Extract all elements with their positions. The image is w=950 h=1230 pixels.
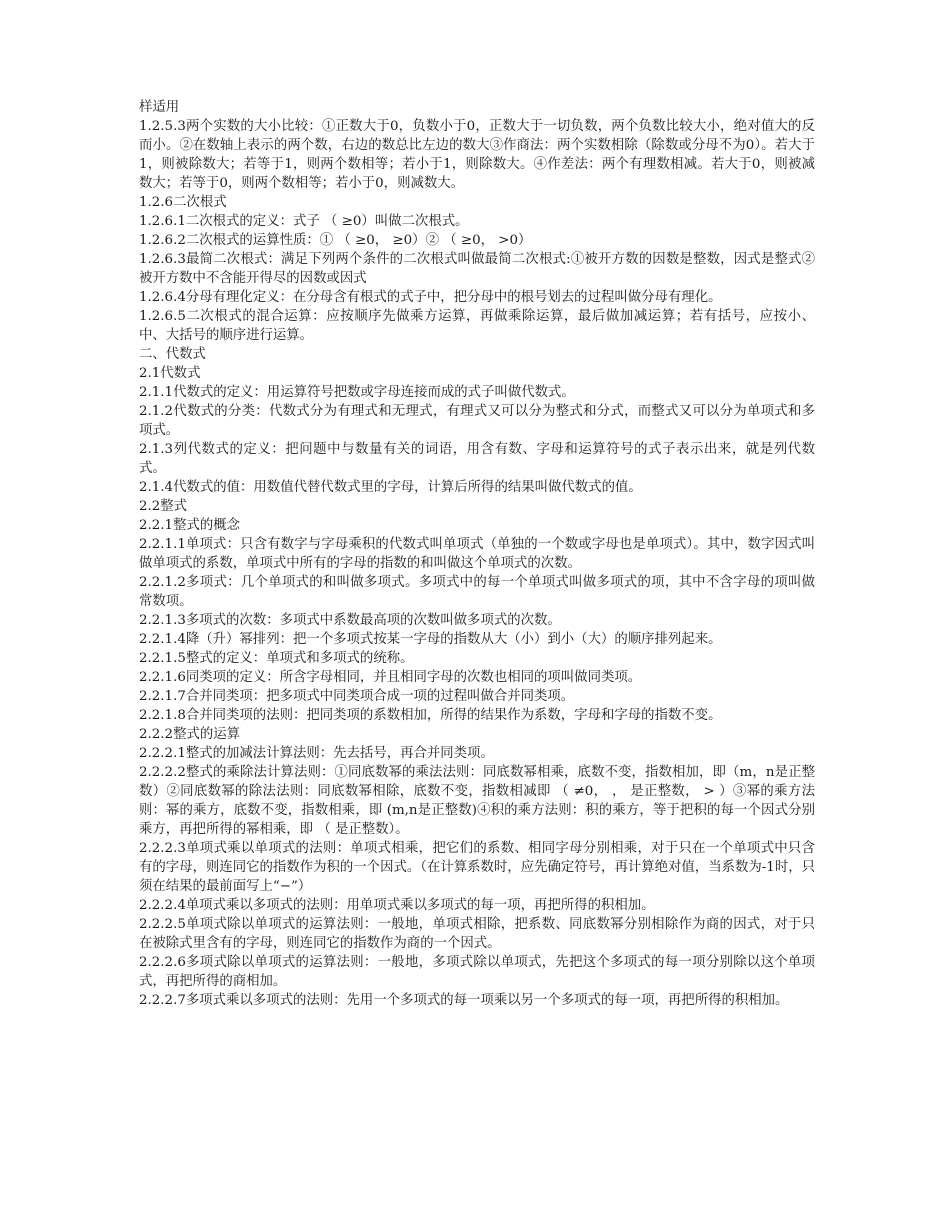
paragraph: 2.2.1.7合并同类项：把多项式中同类项合成一项的过程叫做合并同类项。 <box>139 689 575 704</box>
paragraph: 2.2.1.2多项式：几个单项式的和叫做多项式。多项式中的每一个单项式叫做多项式的项，其中不含字母的项叫做常数项。 <box>139 575 815 609</box>
section-heading: 2.2.2整式的运算 <box>139 727 241 742</box>
paragraph: 2.1.4代数式的值：用数值代替代数式里的字母，计算后所得的结果叫做代数式的值。 <box>139 480 642 495</box>
paragraph: 1.2.6.3最简二次根式：满足下列两个条件的二次根式叫做最简二次根式:①被开方数的因数是整数，因式是整式②被开方数中不含能开得尽的因数或因式 <box>139 252 815 286</box>
paragraph: 1.2.6.5二次根式的混合运算：应按顺序先做乘方运算，再做乘除运算，最后做加减运算；若有括号，应按小、中、大括号的顺序进行运算。 <box>139 309 815 343</box>
paragraph: 1.2.6.4分母有理化定义：在分母含有根式的式子中，把分母中的根号划去的过程叫做分母有理化。 <box>139 290 722 305</box>
paragraph: 2.2.1.1单项式：只含有数字与字母乘积的代数式叫单项式（单独的一个数或字母也是单项式）。其中，数字因式叫做单项式的系数，单项式中所有的字母的指数的和叫做这个单项式的次数。 <box>139 537 815 571</box>
paragraph: 1.2.6.2二次根式的运算性质：① （ ≥0， ≥0）② （ ≥0， >0） <box>139 233 532 248</box>
paragraph: 2.1.2代数式的分类：代数式分为有理式和无理式，有理式又可以分为整式和分式，而整式又可以分为单项式和多项式。 <box>139 404 815 438</box>
paragraph: 2.2.2.1整式的加减法计算法则：先去括号，再合并同类项。 <box>139 746 494 761</box>
paragraph: 2.2.2.5单项式除以单项式的运算法则：一般地，单项式相除，把系数、同底数幂分别相除作为商的因式，对于只在被除式里含有的字母，则连同它的指数作为商的一个因式。 <box>139 917 815 951</box>
section-heading: 2.2.1整式的概念 <box>139 518 241 533</box>
section-heading: 2.1代数式 <box>139 366 201 381</box>
paragraph: 样适用 <box>139 100 180 115</box>
paragraph: 2.2.1.5整式的定义：单项式和多项式的统称。 <box>139 651 414 666</box>
paragraph: 2.1.3列代数式的定义：把问题中与数量有关的词语，用含有数、字母和运算符号的式子表示出来，就是列代数式。 <box>139 442 815 476</box>
paragraph: 2.2.2.6多项式除以单项式的运算法则：一般地，多项式除以单项式，先把这个多项式的每一项分别除以这个单项式，再把所得的商相加。 <box>139 955 815 989</box>
paragraph: 2.2.2.3单项式乘以单项式的法则：单项式相乘，把它们的系数、相同字母分别相乘，对于只在一个单项式中只含有的字母，则连同它的指数作为积的一个因式。（在计算系数时，应先确定符号，再计算绝对值，当系数为-1时，只须在结果的最前面写上“−”） <box>139 841 815 894</box>
paragraph: 1.2.6.1二次根式的定义：式子 （ ≥0）叫做二次根式。 <box>139 214 469 229</box>
paragraph: 2.2.1.4降（升）幂排列：把一个多项式按某一字母的指数从大（小）到小（大）的顺序排列起来。 <box>139 632 722 647</box>
section-heading: 二、代数式 <box>139 347 206 362</box>
paragraph: 2.1.1代数式的定义：用运算符号把数或字母连接而成的式子叫做代数式。 <box>139 385 575 400</box>
document-body <box>139 98 815 1010</box>
paragraph: 2.2.2.4单项式乘以多项式的法则：用单项式乘以多项式的每一项，再把所得的积相加。 <box>139 898 655 913</box>
paragraph: 2.2.1.6同类项的定义：所含字母相同，并且相同字母的次数也相同的项叫做同类项。 <box>139 670 642 685</box>
section-heading: 1.2.6二次根式 <box>139 195 227 210</box>
paragraph: 2.2.2.2整式的乘除法计算法则：①同底数幂的乘法法则：同底数幂相乘，底数不变，指数相加，即（m，n是正整数）②同底数幂的除法法则：同底数幂相除，底数不变，指数相减即 （ ≠0， ， 是正整数， > ）③幂的乘方法则：幂的乘方，底数不变，指数相乘，即 (m,n是正整数)④积的乘方法则：积的乘方，等于把积的每一个因式分别乘方，再把所得的幂相乘，即 （ 是正整数）。 <box>139 765 815 837</box>
paragraph: 1.2.5.3两个实数的大小比较：①正数大于0，负数小于0，正数大于一切负数，两个负数比较大小，绝对值大的反而小。②在数轴上表示的两个数，右边的数总比左边的数大③作商法：两个实数相除（除数或分母不为0）。若大于1，则被除数大；若等于1，则两个数相等；若小于1，则除数大。④作差法：两个有理数相减。若大于0，则被减数大；若等于0，则两个数相等；若小于0，则减数大。 <box>139 119 815 191</box>
paragraph: 2.2.1.8合并同类项的法则：把同类项的系数相加，所得的结果作为系数，字母和字母的指数不变。 <box>139 708 722 723</box>
paragraph: 2.2.1.3多项式的次数：多项式中系数最高项的次数叫做多项式的次数。 <box>139 613 561 628</box>
section-heading: 2.2整式 <box>139 499 188 514</box>
paragraph: 2.2.2.7多项式乘以多项式的法则：先用一个多项式的每一项乘以另一个多项式的每一项，再把所得的积相加。 <box>139 993 789 1008</box>
